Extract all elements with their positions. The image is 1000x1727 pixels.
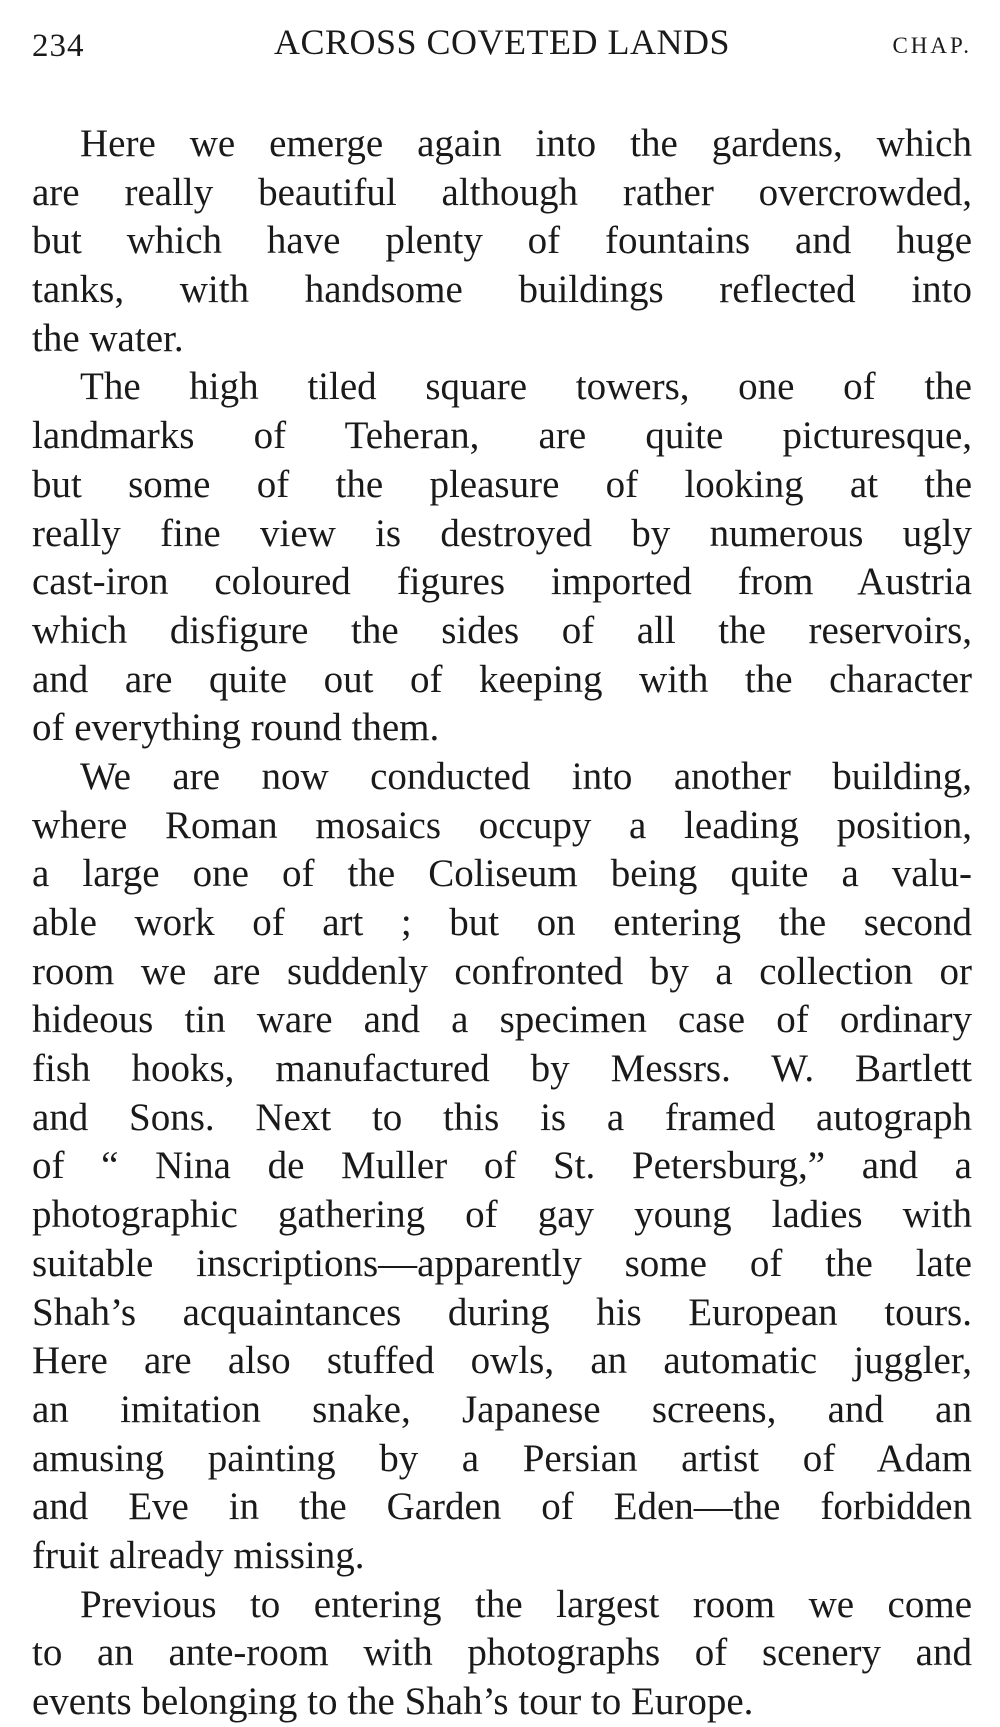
- text-line: Previous to entering the largest room we come: [80, 1582, 972, 1626]
- chapter-label: CHAP.: [892, 33, 972, 58]
- paragraph: [32, 753, 972, 1581]
- text-line: and are quite out of keeping with the character: [32, 657, 972, 701]
- text-line: to an ante-room with photographs of scenery and: [32, 1631, 972, 1675]
- text-line: but which have plenty of fountains and huge: [32, 219, 972, 263]
- text-line: photographic gathering of gay young ladies with: [32, 1193, 972, 1237]
- text-line: an imitation snake, Japanese screens, and an: [32, 1387, 972, 1431]
- text-line: Shah’s acquaintances during his European tours.: [32, 1290, 972, 1334]
- page-number: 234: [32, 28, 85, 64]
- text-line: amusing painting by a Persian artist of Adam: [32, 1436, 972, 1480]
- text-line: room we are suddenly confronted by a collection or: [32, 949, 972, 993]
- text-line: are really beautiful although rather overcrowded,: [32, 170, 972, 214]
- text-line: where Roman mosaics occupy a leading position,: [32, 803, 972, 847]
- text-line: able work of art ; but on entering the second: [32, 901, 972, 944]
- text-line: We are now conducted into another building,: [80, 754, 972, 798]
- text-line: and Sons. Next to this is a framed autograph: [32, 1095, 972, 1139]
- text-line: the water.: [32, 316, 184, 360]
- text-line: landmarks of Teheran, are quite picturesque,: [32, 414, 972, 458]
- text-line: and Eve in the Garden of Eden—the forbidden: [32, 1485, 972, 1529]
- text-line: cast-iron coloured figures imported from Austria: [32, 560, 972, 604]
- paragraph: [32, 1581, 972, 1727]
- running-head: [32, 18, 972, 66]
- text-line: suitable inscriptions—apparently some of the late: [32, 1241, 972, 1285]
- text-line: of “ Nina de Muller of St. Petersburg,” and a: [32, 1144, 972, 1188]
- text-line: fruit already missing.: [32, 1533, 365, 1577]
- text-line: Here are also stuffed owls, an automatic juggler,: [32, 1339, 972, 1383]
- text-line: tanks, with handsome buildings reflected into: [32, 268, 972, 312]
- paragraph: [32, 363, 972, 753]
- text-line: which disfigure the sides of all the reservoirs,: [32, 608, 972, 652]
- text-line: hideous tin ware and a specimen case of ordinary: [32, 998, 972, 1042]
- text-line: of everything round them.: [32, 706, 440, 750]
- paragraph: [32, 120, 972, 363]
- text-line: events belonging to the Shah’s tour to Europe.: [32, 1680, 754, 1723]
- running-title: ACROSS COVETED LANDS: [273, 22, 731, 62]
- text-line: really fine view is destroyed by numerous ugly: [32, 511, 972, 555]
- text-line: fish hooks, manufactured by Messrs. W. Bartlett: [32, 1047, 972, 1091]
- text-line: Here we emerge again into the gardens, which: [80, 122, 972, 165]
- book-page: [32, 18, 972, 1727]
- text-line: The high tiled square towers, one of the: [80, 365, 972, 409]
- body-text: [32, 120, 972, 1727]
- text-line: but some of the pleasure of looking at the: [32, 462, 972, 506]
- text-line: a large one of the Coliseum being quite a valu-: [32, 852, 972, 896]
